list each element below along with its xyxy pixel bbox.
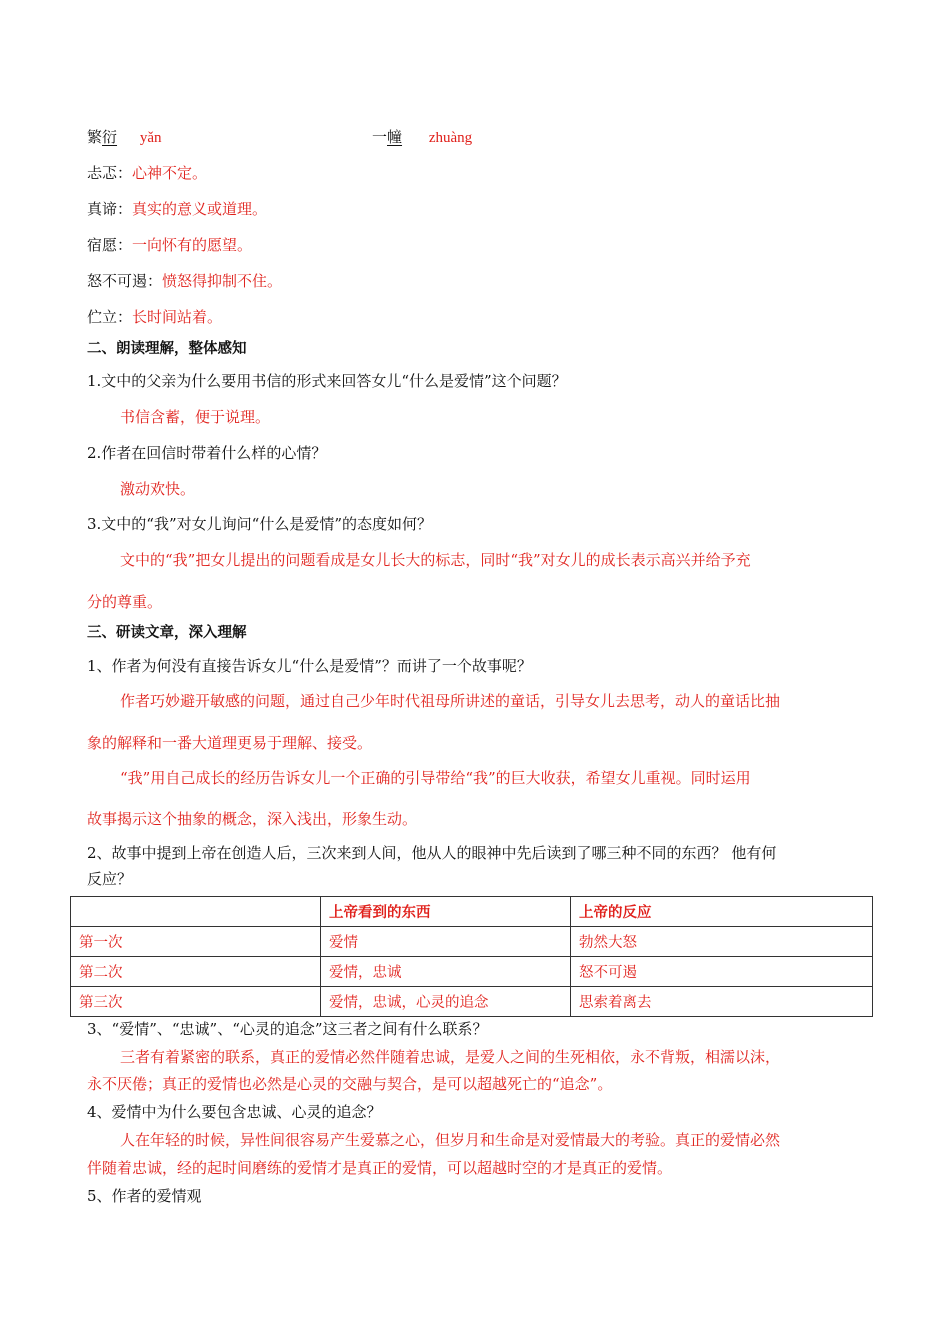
table-cell: 第一次 xyxy=(71,927,321,957)
vocab-pinyin-line xyxy=(87,126,161,149)
vocab-pinyin-2: zhuàng xyxy=(428,130,473,146)
table-header-cell: 上帝的反应 xyxy=(571,897,873,927)
question: 1、作者为何没有直接告诉女儿“什么是爱情”？而讲了一个故事呢？ xyxy=(87,657,532,675)
table-cell: 第三次 xyxy=(71,987,321,1017)
answer: 人在年轻的时候，异性间很容易产生爱慕之心，但岁月和生命是对爱情最大的考验。真正的爱情必然 xyxy=(120,1131,781,1149)
table-header-cell xyxy=(71,897,321,927)
question: 2.作者在回信时带着什么样的心情？ xyxy=(87,444,327,462)
table-cell: 思索着离去 xyxy=(571,987,873,1017)
answer: 文中的“我”把女儿提出的问题看成是女儿长大的标志，同时“我”对女儿的成长表示高兴并给予充 xyxy=(120,551,751,569)
answer: 分的尊重。 xyxy=(87,593,163,611)
section-3-heading: 三、研读文章，深入理解 xyxy=(87,625,247,641)
question: 4、爱情中为什么要包含忠诚、心灵的追念？ xyxy=(87,1103,382,1121)
question: 1.文中的父亲为什么要用书信的形式来回答女儿“什么是爱情”这个问题？ xyxy=(87,372,567,390)
vocab-word-1: 繁衍 xyxy=(87,128,118,146)
table-cell: 第二次 xyxy=(71,957,321,987)
answer: 象的解释和一番大道理更易于理解、接受。 xyxy=(87,734,373,752)
vocab-pinyin-1: yǎn xyxy=(139,130,162,146)
god-observations-table xyxy=(70,896,873,1017)
question: 5、作者的爱情观 xyxy=(87,1187,202,1205)
vocab-word-2: 一幢 xyxy=(372,128,403,146)
answer: 永不厌倦；真正的爱情也必然是心灵的交融与契合，是可以超越死亡的“追念”。 xyxy=(87,1075,613,1093)
vocab-item: 伫立：长时间站着。 xyxy=(87,308,223,326)
table-cell: 爱情，忠诚，心灵的追念 xyxy=(321,987,571,1017)
vocab-item: 宿愿：一向怀有的愿望。 xyxy=(87,236,253,254)
table-cell: 爱情 xyxy=(321,927,571,957)
answer: 激动欢快。 xyxy=(120,480,196,498)
table-row xyxy=(71,927,873,957)
table-cell: 怒不可遏 xyxy=(571,957,873,987)
vocab-pinyin-line-2 xyxy=(372,126,472,149)
question: 反应？ xyxy=(87,870,133,888)
question: 2、故事中提到上帝在创造人后，三次来到人间，他从人的眼神中先后读到了哪三种不同的东西？ 他有何 xyxy=(87,844,777,862)
table-header-row xyxy=(71,897,873,927)
answer: 书信含蓄，便于说理。 xyxy=(120,408,271,426)
table-header-cell: 上帝看到的东西 xyxy=(321,897,571,927)
table-cell: 勃然大怒 xyxy=(571,927,873,957)
table-row xyxy=(71,987,873,1017)
vocab-item: 怒不可遏：愤怒得抑制不住。 xyxy=(87,272,283,290)
vocab-item: 忐忑：心神不定。 xyxy=(87,164,208,182)
question: 3、“爱情”、“忠诚”、“心灵的追念”这三者之间有什么联系？ xyxy=(87,1020,488,1038)
table-cell: 爱情，忠诚 xyxy=(321,957,571,987)
vocab-item: 真谛：真实的意义或道理。 xyxy=(87,200,268,218)
answer: 作者巧妙避开敏感的问题，通过自己少年时代祖母所讲述的童话，引导女儿去思考，动人的童话比抽 xyxy=(120,692,781,710)
answer: “我”用自己成长的经历告诉女儿一个正确的引导带给“我”的巨大收获，希望女儿重视。同时运用 xyxy=(120,769,751,787)
answer: 三者有着紧密的联系，真正的爱情必然伴随着忠诚，是爱人之间的生死相依，永不背叛，相濡以沫， xyxy=(120,1048,781,1066)
table-row xyxy=(71,957,873,987)
question: 3.文中的“我”对女儿询问“什么是爱情”的态度如何？ xyxy=(87,515,432,533)
answer: 故事揭示这个抽象的概念，深入浅出，形象生动。 xyxy=(87,810,418,828)
section-2-heading: 二、朗读理解，整体感知 xyxy=(87,341,247,357)
answer: 伴随着忠诚，经的起时间磨练的爱情才是真正的爱情，可以超越时空的才是真正的爱情。 xyxy=(87,1159,673,1177)
